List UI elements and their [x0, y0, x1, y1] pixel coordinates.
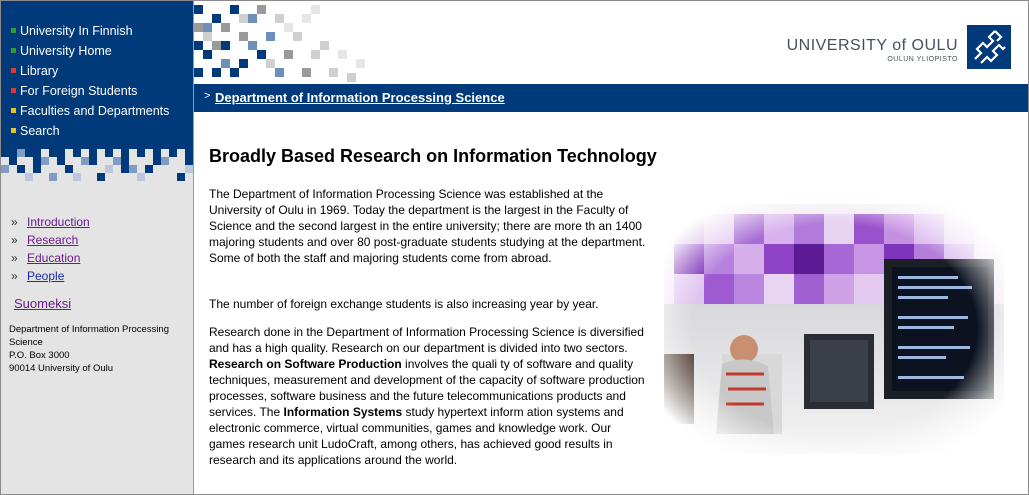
nav-bullet-icon: [11, 128, 16, 133]
nav-item-label: University Home: [20, 44, 112, 58]
address-line: 90014 University of Oulu: [9, 363, 114, 374]
department-bar: [194, 84, 1028, 112]
logo-main-text: UNIVERSITY of OULU: [786, 37, 958, 54]
research-paragraph: [209, 324, 649, 468]
nav-item-faculties[interactable]: [11, 101, 193, 121]
nav-bullet-icon: [11, 28, 16, 33]
header-pixel-mosaic: [194, 1, 374, 83]
arrow-icon: »: [11, 269, 18, 283]
section-item-introduction: [11, 213, 90, 231]
logo-sub-text: OULUN YLIOPISTO: [887, 56, 958, 63]
language-link-finnish[interactable]: Suomeksi: [14, 296, 72, 311]
section-item-people: [11, 267, 90, 285]
research-emphasis: Information Systems: [283, 405, 403, 419]
nav-bullet-icon: [11, 68, 16, 73]
department-link[interactable]: Department of Information Processing Science: [215, 90, 505, 105]
research-text: study hypertext inform ation systems and electronic commerce, virtual communities, games and knowledge work. Our games research unit LudoCraft, among others, has achieved good results in research and its applications around the world.: [209, 405, 624, 467]
nav-item-library[interactable]: [11, 61, 193, 81]
arrow-icon: »: [11, 215, 18, 229]
research-emphasis: Research on Software Production: [209, 357, 402, 371]
nav-bullet-icon: [11, 48, 16, 53]
page-title: Broadly Based Research on Information Technology: [209, 146, 657, 166]
arrow-icon: »: [11, 233, 18, 247]
research-link[interactable]: Research: [27, 233, 79, 247]
site-header: [194, 1, 1028, 83]
section-navigation: [11, 213, 90, 285]
nav-bullet-icon: [11, 88, 16, 93]
address-line: Department of Information Processing Science: [9, 324, 169, 348]
exchange-paragraph: The number of foreign exchange students is also increasing year by year.: [209, 297, 599, 311]
postal-address: [9, 323, 191, 375]
address-line: P.O. Box 3000: [9, 350, 70, 361]
nav-bullet-icon: [11, 108, 16, 113]
top-navigation: [1, 1, 193, 143]
main-content: [194, 112, 1028, 494]
section-item-education: [11, 249, 90, 267]
research-text: Research done in the Department of Information Processing Science is diversified and has a high quality. Research on our department is divided into two sectors.: [209, 325, 644, 355]
nav-item-search[interactable]: [11, 121, 193, 141]
nav-item-university-home[interactable]: [11, 41, 193, 61]
nav-item-label: University In Finnish: [20, 24, 133, 38]
section-item-research: [11, 231, 90, 249]
education-link[interactable]: Education: [27, 251, 81, 265]
intro-paragraph: The Department of Information Processing Science was established at the University of Oulu in 1969. Today the department is the largest in the Faculty of Science and the second largest in the entire university; there are more th an 1400 majoring students and over 80 post-graduate students studying at the department. Some of both the staff and majoring students come from abroad.: [209, 187, 646, 265]
university-logo-icon[interactable]: [967, 25, 1011, 69]
computer-lab-photo: [664, 204, 1004, 454]
nav-item-label: Library: [20, 64, 59, 78]
nav-item-university-in-finnish[interactable]: [11, 21, 193, 41]
arrow-icon: »: [11, 251, 18, 265]
pixel-decoration: [1, 143, 193, 183]
nav-item-label: Search: [20, 124, 60, 138]
chevron-right-icon: >: [204, 90, 211, 102]
research-text: involves the quali ty of software and quality techniques, measurement and development of the capacity of software production processes, software business and the future telecommunications products and services. The: [209, 357, 645, 419]
introduction-link[interactable]: Introduction: [27, 215, 90, 229]
university-logo-text: [787, 37, 958, 63]
left-sidebar: [1, 1, 194, 494]
nav-item-label: For Foreign Students: [20, 84, 138, 98]
nav-item-foreign-students[interactable]: [11, 81, 193, 101]
nav-item-label: Faculties and Departments: [20, 104, 170, 118]
people-link[interactable]: People: [27, 269, 65, 283]
